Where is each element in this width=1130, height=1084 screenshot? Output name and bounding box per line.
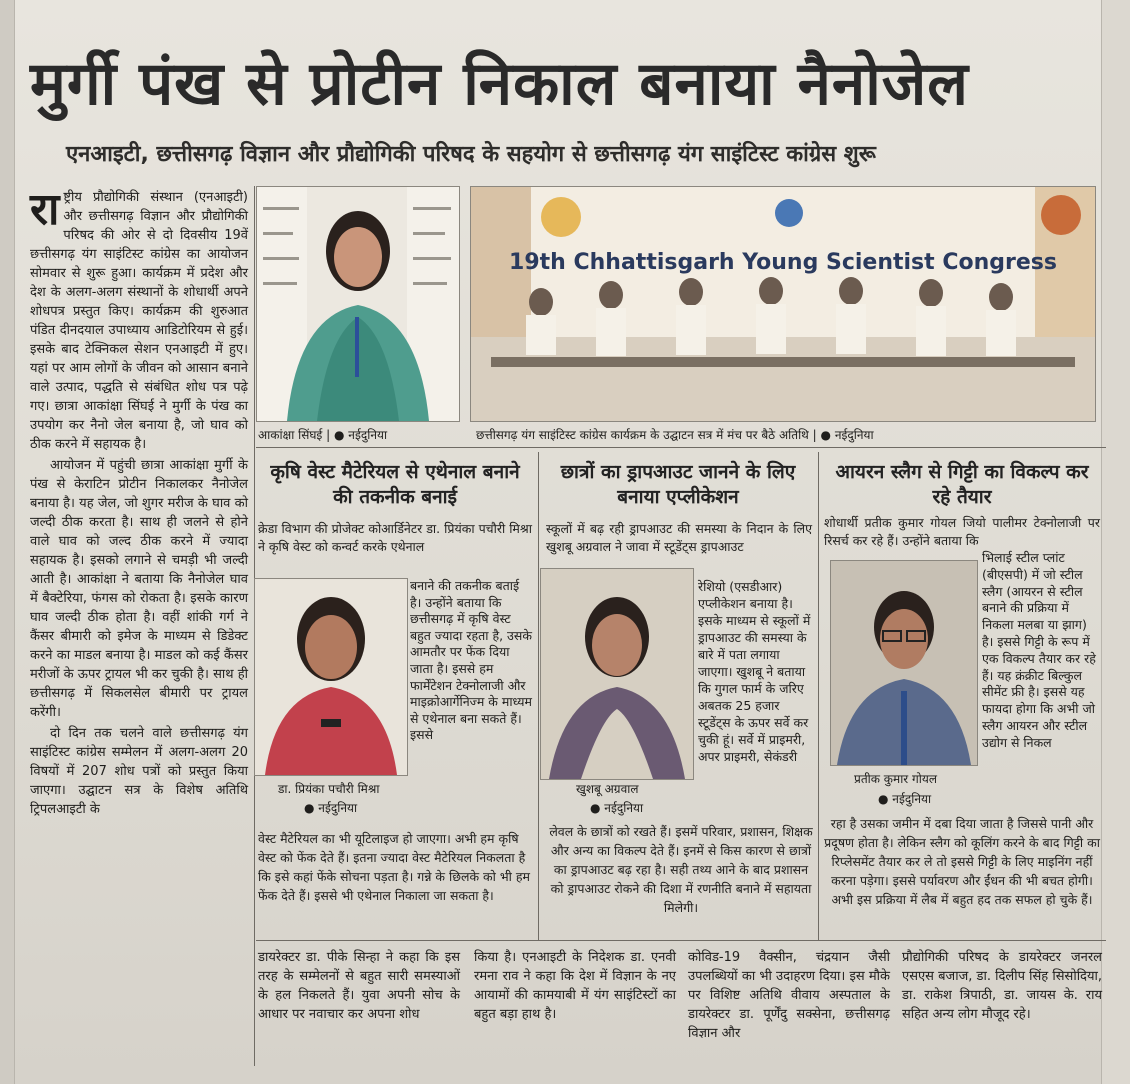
box1-text-top: क्रेडा विभाग की प्रोजेक्ट कोआर्डिनेटर डा. प्रियंका पचौरी मिश्रा ने कृषि वेस्ट को कन्वर्ट करके एथेनाल: [258, 521, 532, 554]
box3-title: आयरन स्लैग से गिट्टी का विकल्प कर रहे तैयार: [835, 461, 1089, 508]
portrait-image: [255, 579, 407, 775]
main-story-para-3: दो दिन तक चलने वाले छत्तीसगढ़ यंग साइंटिस्ट कांग्रेस सम्मेलन में अलग-अलग 20 विषयों में 207 शोध पत्रों को प्रस्तुत किया जाएगा। उद्घाटन सत्र के विशेष अतिथि ट्रिपलआइटी के: [30, 726, 248, 817]
credit-text: नईदुनिया: [604, 801, 644, 815]
box2-text-bottom: लेवल के छात्रों को रखते हैं। इसमें परिवार, प्रशासन, शिक्षक और अन्य का विकल्प देते हैं। इनमें से किस कारण से छात्रों का ड्रापआउट बढ़ रहा है। सही तथ्य आने के बाद प्रशासन को ड्रापआउट रोकने की दिशा में रणनीति बनाने में सहायता मिलेगी।: [549, 824, 813, 915]
box1-text-side: बनाने की तकनीक बताई है। उन्होंने बताया कि छत्तीसगढ़ में कृषि वेस्ट बहुत ज्यादा रहता है, उसके आमतौर पर फेंक दिया जाता है। इससे हम फार्मेंटेशन टेक्नोलाजी और माइक्रोआर्गेनिज्म के माध्यम से एथेनाल बना सकते हैं। इससे: [410, 578, 532, 743]
box2-caption: [576, 780, 639, 797]
caption-text: प्रतीक कुमार गोयल: [854, 772, 937, 786]
box-divider-2: [818, 452, 819, 940]
caption-text: खुशबू अग्रवाल: [576, 782, 639, 796]
box1-credit: ● नईदुनिया: [304, 801, 358, 815]
photos-bottom-rule: [256, 447, 1106, 448]
main-story-text-1: ष्ट्रीय प्रौद्योगिकी संस्थान (एनआइटी) और छत्तीसगढ़ विज्ञान और प्रौद्योगिकी परिषद की ओर से दो दिवसीय 19वें छत्तीसगढ़ यंग साइंटिस्ट कांग्रेस का आयोजन सोमवार से शुरू हुआ। कार्यक्रम में प्रदेश और देश के अलग-अलग संस्थानों के शोधार्थी अपने शोधपत्र प्रस्तुत किए। कार्यक्रम की शुरुआत पंडित दीनदयाल उपाध्याय आडिटोरियम से हुई। इसके बाद टेक्निकल सेशन एनआइटी में हुए। यहां पर आम लोगों के जीवन को आसान बनाने वाले उत्पाद, पद्धति से संबंधित शोध पत्र पढ़े गए। छात्रा आकांक्षा सिंघई ने मुर्गी के पंख का उपयोग कर नैनो जेल बनाया है, जो घाव को ठीक करने में सहायक है।: [30, 190, 248, 452]
box3-caption: [854, 770, 937, 787]
box3-credit: ● नईदुनिया: [878, 792, 932, 806]
box1-title: कृषि वेस्ट मैटेरियल से एथेनाल बनाने की तकनीक बनाई: [270, 461, 520, 508]
stage-image: [471, 187, 1095, 421]
subheadline: एनआइटी, छत्तीसगढ़ विज्ञान और प्रौद्योगिकी परिषद के सहयोग से छत्तीसगढ़ यंग साइंटिस्ट कांग्रेस शुरू: [66, 142, 876, 167]
photo-khushboo: [540, 568, 694, 780]
portrait-image: [257, 187, 459, 421]
photo-stage-caption: छत्तीसगढ़ यंग साइंटिस्ट कांग्रेस कार्यक्रम के उद्घाटन सत्र में मंच पर बैठे अतिथि | ● नईदुनिया: [476, 428, 874, 442]
caption-text: छत्तीसगढ़ यंग साइंटिस्ट कांग्रेस कार्यक्रम के उद्घाटन सत्र में मंच पर बैठे अतिथि: [476, 428, 809, 442]
dropcap: रा: [30, 184, 60, 235]
portrait-image: [831, 561, 977, 765]
credit-text: नईदुनिया: [834, 428, 874, 442]
box3-text-bottom: रहा है उसका जमीन में दबा दिया जाता है जिससे पानी और प्रदूषण होता है। लेकिन स्लैग को कूलिंग करने के बाद गिट्टी का रिप्लेसमेंट तैयार कर ले तो इससे गिट्टी के लिए माइनिंग नहीं करना पड़ेगा। इससे पर्यावरण और ईंधन की भी बचत होगी। अभी इस प्रक्रिया में लैब में बहुत हद तक सफल हो चुके हैं।: [824, 816, 1100, 907]
bottom-column-1: डायरेक्टर डा. पीके सिन्हा ने कहा कि इस तरह के सम्मेलनों से बहुत सारी समस्याओं के हल निकलते हैं। युवा अपनी सोच के आधार पर नवाचार कर अपना शोध: [258, 950, 460, 1022]
photo-stage: [470, 186, 1096, 422]
bottom-column-3: कोविड-19 वैक्सीन, चंद्रयान जैसी उपलब्धियों का भी उदाहरण दिया। इस मौके पर विशिष्ट अतिथि वीवाय अस्पताल के डायरेक्टर डा. पूर्णेंदु सक्सेना, छत्तीसगढ़ विज्ञान और: [688, 950, 890, 1041]
credit-text: नईदुनिया: [348, 428, 388, 442]
bottom-column-2: किया है। एनआइटी के निदेशक डा. एनवी रमना राव ने कहा कि देश में विज्ञान के नए आयामों की कामयाबी में यंग साइंटिस्टों का बहुत बड़ा हाथ है।: [474, 950, 676, 1022]
box2-text-top: स्कूलों में बढ़ रही ड्रापआउट की समस्या के निदान के लिए खुशबू अग्रवाल ने जावा में स्टूडेंट्स ड्रापआउट: [546, 521, 812, 554]
box2-text-side: रेशियो (एसडीआर) एप्लीकेशन बनाया है। इसके माध्यम से स्कूलों में ड्रापआउट की समस्या के बारे में पता लगाया जाएगा। खुशबू ने बताया कि गुगल फार्म के जरिए अबतक 25 हजार स्टूडेंट्स के ऊपर सर्वे कर चुकी हूं। सर्वे में प्राइमरी, अपर प्राइमरी, सेकंडरी: [698, 579, 811, 764]
photo-akanksha: [256, 186, 460, 422]
caption-text: आकांक्षा सिंघई: [258, 428, 323, 442]
box3-text-side: भिलाई स्टील प्लांट (बीएसपी) में जो स्टील स्लैग (आयरन से स्टील बनाने की प्रक्रिया में निकला मलबा या झाग) है। इससे गिट्टी के रूप में एक विकल्प तैयार कर रहे हैं। यह क्रंक्रीट बिल्कुल सीमेंट फ्री है। इससे यह फायदा होगा कि अभी जो स्लैग आयरन और स्टील उद्योग से निकल: [982, 550, 1096, 750]
photo-prateek: [830, 560, 978, 766]
credit-text: नईदुनिया: [318, 801, 358, 815]
photo-priyanka: [254, 578, 408, 776]
box1-text-bottom: वेस्ट मैटेरियल का भी यूटिलाइज हो जाएगा। अभी हम कृषि वेस्ट को फेंक देते हैं। इतना ज्यादा वेस्ट मैटेरियल निकलता है कि इसे कहां फेंके सोचना पड़ता है। गन्ने के छिलके को भी हम फेंक देते हैं। इससे भी एथेनाल निकाला जा सकता है।: [258, 831, 530, 903]
left-page-edge: [0, 0, 15, 1084]
box2-title: छात्रों का ड्रापआउट जानने के लिए बनाया एप्लीकेशन: [560, 461, 796, 508]
box2-credit: ● नईदुनिया: [590, 801, 644, 815]
photo-akanksha-caption: आकांक्षा सिंघई | ● नईदुनिया: [258, 428, 388, 442]
bottom-column-4: प्रौद्योगिकी परिषद के डायरेक्टर जनरल एसएस बजाज, डा. दिलीप सिंह सिसोदिया, डा. राकेश त्रिपाठी, डा. जायस के. राय सहित अन्य लोग मौजूद रहे।: [902, 950, 1102, 1022]
caption-text: डा. प्रियंका पचौरी मिश्रा: [278, 782, 380, 796]
box1-caption: [278, 780, 379, 797]
portrait-image: [541, 569, 693, 779]
headline: मुर्गी पंख से प्रोटीन निकाल बनाया नैनोजेल: [30, 49, 969, 119]
box-divider-1: [538, 452, 539, 940]
main-story-column: [30, 184, 248, 821]
right-page-edge: [1101, 0, 1130, 1084]
box3-text-top: शोधार्थी प्रतीक कुमार गोयल जियो पालीमर टेक्नोलाजी पर रिसर्च कर रहे हैं। उन्होंने बताया कि: [824, 515, 1100, 548]
credit-text: नईदुनिया: [892, 792, 932, 806]
main-story-para-2: आयोजन में पहुंची छात्रा आकांक्षा मुर्गी के पंख से केराटिन प्रोटीन निकालकर नैनोजेल बनाया है। यह जेल, जो शुगर मरीज के घाव को जल्दी ठीक करता है। साथ ही जलने से होने वाले घाव को जल्द ठीक करने में ज्यादा सहायक है। इसको लगाने से चमड़ी भी जल्दी आती है। आकांक्षा ने बताया कि नैनोजेल घाव में बैक्टेरिया, फंगस को रोकता है। इसके कारण घाव जल्दी ठीक होता है। वहीं शांकी गर्ग ने कैंसर बीमारी को इमेज के माध्यम से डिडेक्ट करने का माडल बनाया है। माडल को कई कैंसर मरीजों के ऊपर ट्रायल भी कर चुकी है। साथ ही छत्तीसगढ़ में सिकलसेल बीमारी पर ट्रायल करेंगी।: [30, 458, 248, 720]
main-story-para-1: [30, 184, 248, 454]
stage-banner-text: 19th Chhattisgarh Young Scientist Congress: [509, 250, 1057, 275]
boxes-bottom-rule: [256, 940, 1106, 941]
